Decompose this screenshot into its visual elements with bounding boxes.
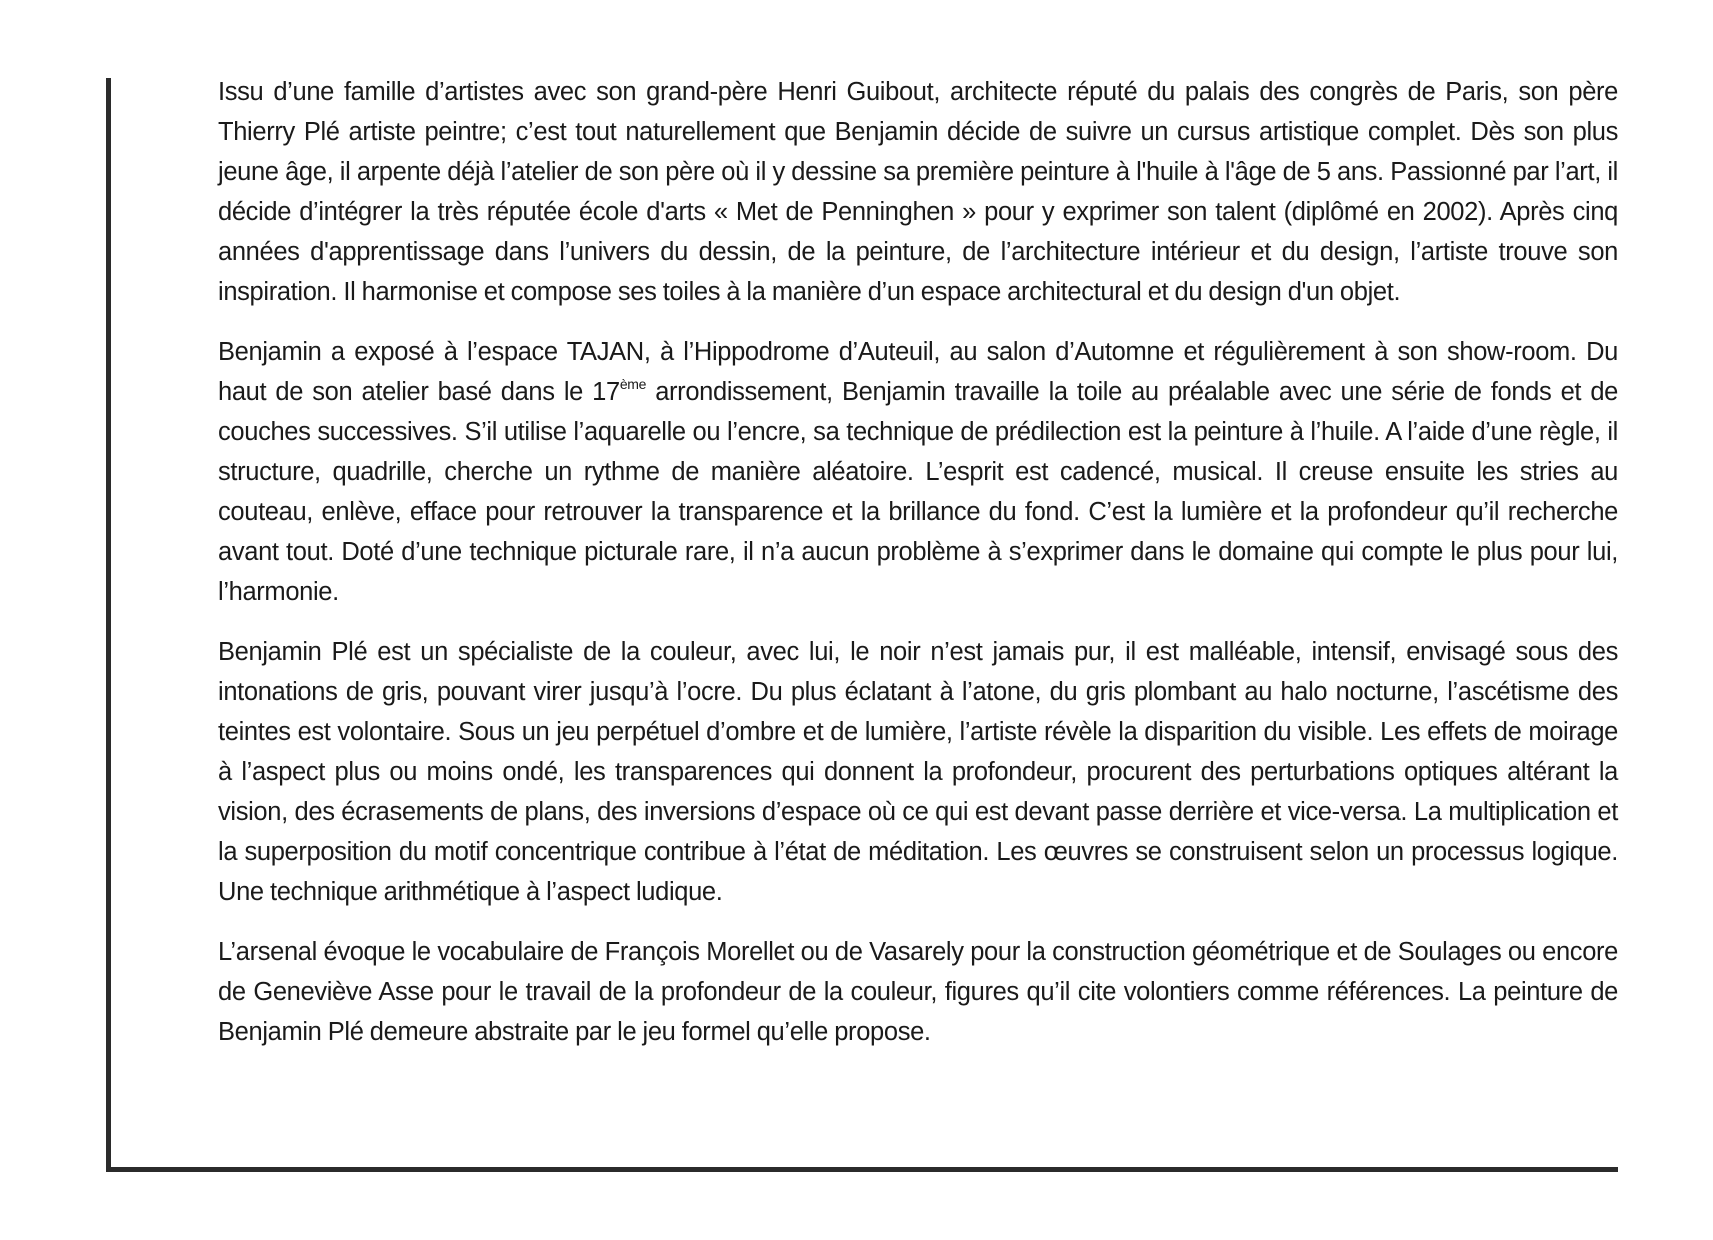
paragraph-references: L’arsenal évoque le vocabulaire de François Morellet ou de Vasarely pour la construction géométrique et de Soulages ou encore de Geneviève Asse pour le travail de la profondeur de la couleur, figures qu’il cite volontiers comme références. La peinture de Benjamin Plé demeure abstraite par le jeu formel qu’elle propose. xyxy=(218,938,1618,1046)
frame-bottom-border xyxy=(106,1167,1618,1172)
superscript-ordinal: ème xyxy=(619,375,647,392)
frame-left-border xyxy=(106,78,111,1172)
biography-text-block xyxy=(218,72,1618,1072)
paragraph-exhibitions-technique xyxy=(218,332,1618,612)
paragraph-text-after-superscript: arrondissement, Benjamin travaille la toile au préalable avec une série de fonds et de couches successives. S’il utilise l’aquarelle ou l’encre, sa technique de prédilection est la peinture à l’huile. A l’aide d’une règle, il structure, quadrille, cherche un rythme de manière aléatoire. L’esprit est cadencé, musical. Il creuse ensuite les stries au couteau, enlève, efface pour retrouver la transparence et la brillance du fond. C’est la lumière et la profondeur qu’il recherche avant tout. Doté d’une technique picturale rare, il n’a aucun problème à s’exprimer dans le domaine qui compte le plus pour lui, l’harmonie. xyxy=(218,378,1618,606)
paragraph-family-background: Issu d’une famille d’artistes avec son grand-père Henri Guibout, architecte réputé du palais des congrès de Paris, son père Thierry Plé artiste peintre; c’est tout naturellement que Benjamin décide de suivre un cursus artistique complet. Dès son plus jeune âge, il arpente déjà l’atelier de son père où il y dessine sa première peinture à l'huile à l'âge de 5 ans. Passionné par l’art, il décide d’intégrer la très réputée école d'arts « Met de Penninghen » pour y exprimer son talent (diplômé en 2002). Après cinq années d'apprentissage dans l’univers du dessin, de la peinture, de l’architecture intérieur et du design, l’artiste trouve son inspiration. Il harmonise et compose ses toiles à la manière d’un espace architectural et du design d'un objet. xyxy=(218,78,1618,306)
paragraph-color-specialist: Benjamin Plé est un spécialiste de la couleur, avec lui, le noir n’est jamais pur, il est malléable, intensif, envisagé sous des intonations de gris, pouvant virer jusqu’à l’ocre. Du plus éclatant à l’atone, du gris plombant au halo nocturne, l’ascétisme des teintes est volontaire. Sous un jeu perpétuel d’ombre et de lumière, l’artiste révèle la disparition du visible. Les effets de moirage à l’aspect plus ou moins ondé, les transparences qui donnent la profondeur, procurent des perturbations optiques altérant la vision, des écrasements de plans, des inversions d’espace où ce qui est devant passe derrière et vice-versa. La multiplication et la superposition du motif concentrique contribue à l’état de méditation. Les œuvres se construisent selon un processus logique. Une technique arithmétique à l’aspect ludique. xyxy=(218,638,1618,906)
paragraph-text-before-superscript: Benjamin a exposé à l’espace TAJAN, à l’Hippodrome d’Auteuil, au salon d’Automne et régulièrement à son show-room. Du haut de son atelier basé dans le 17 xyxy=(218,338,1618,406)
